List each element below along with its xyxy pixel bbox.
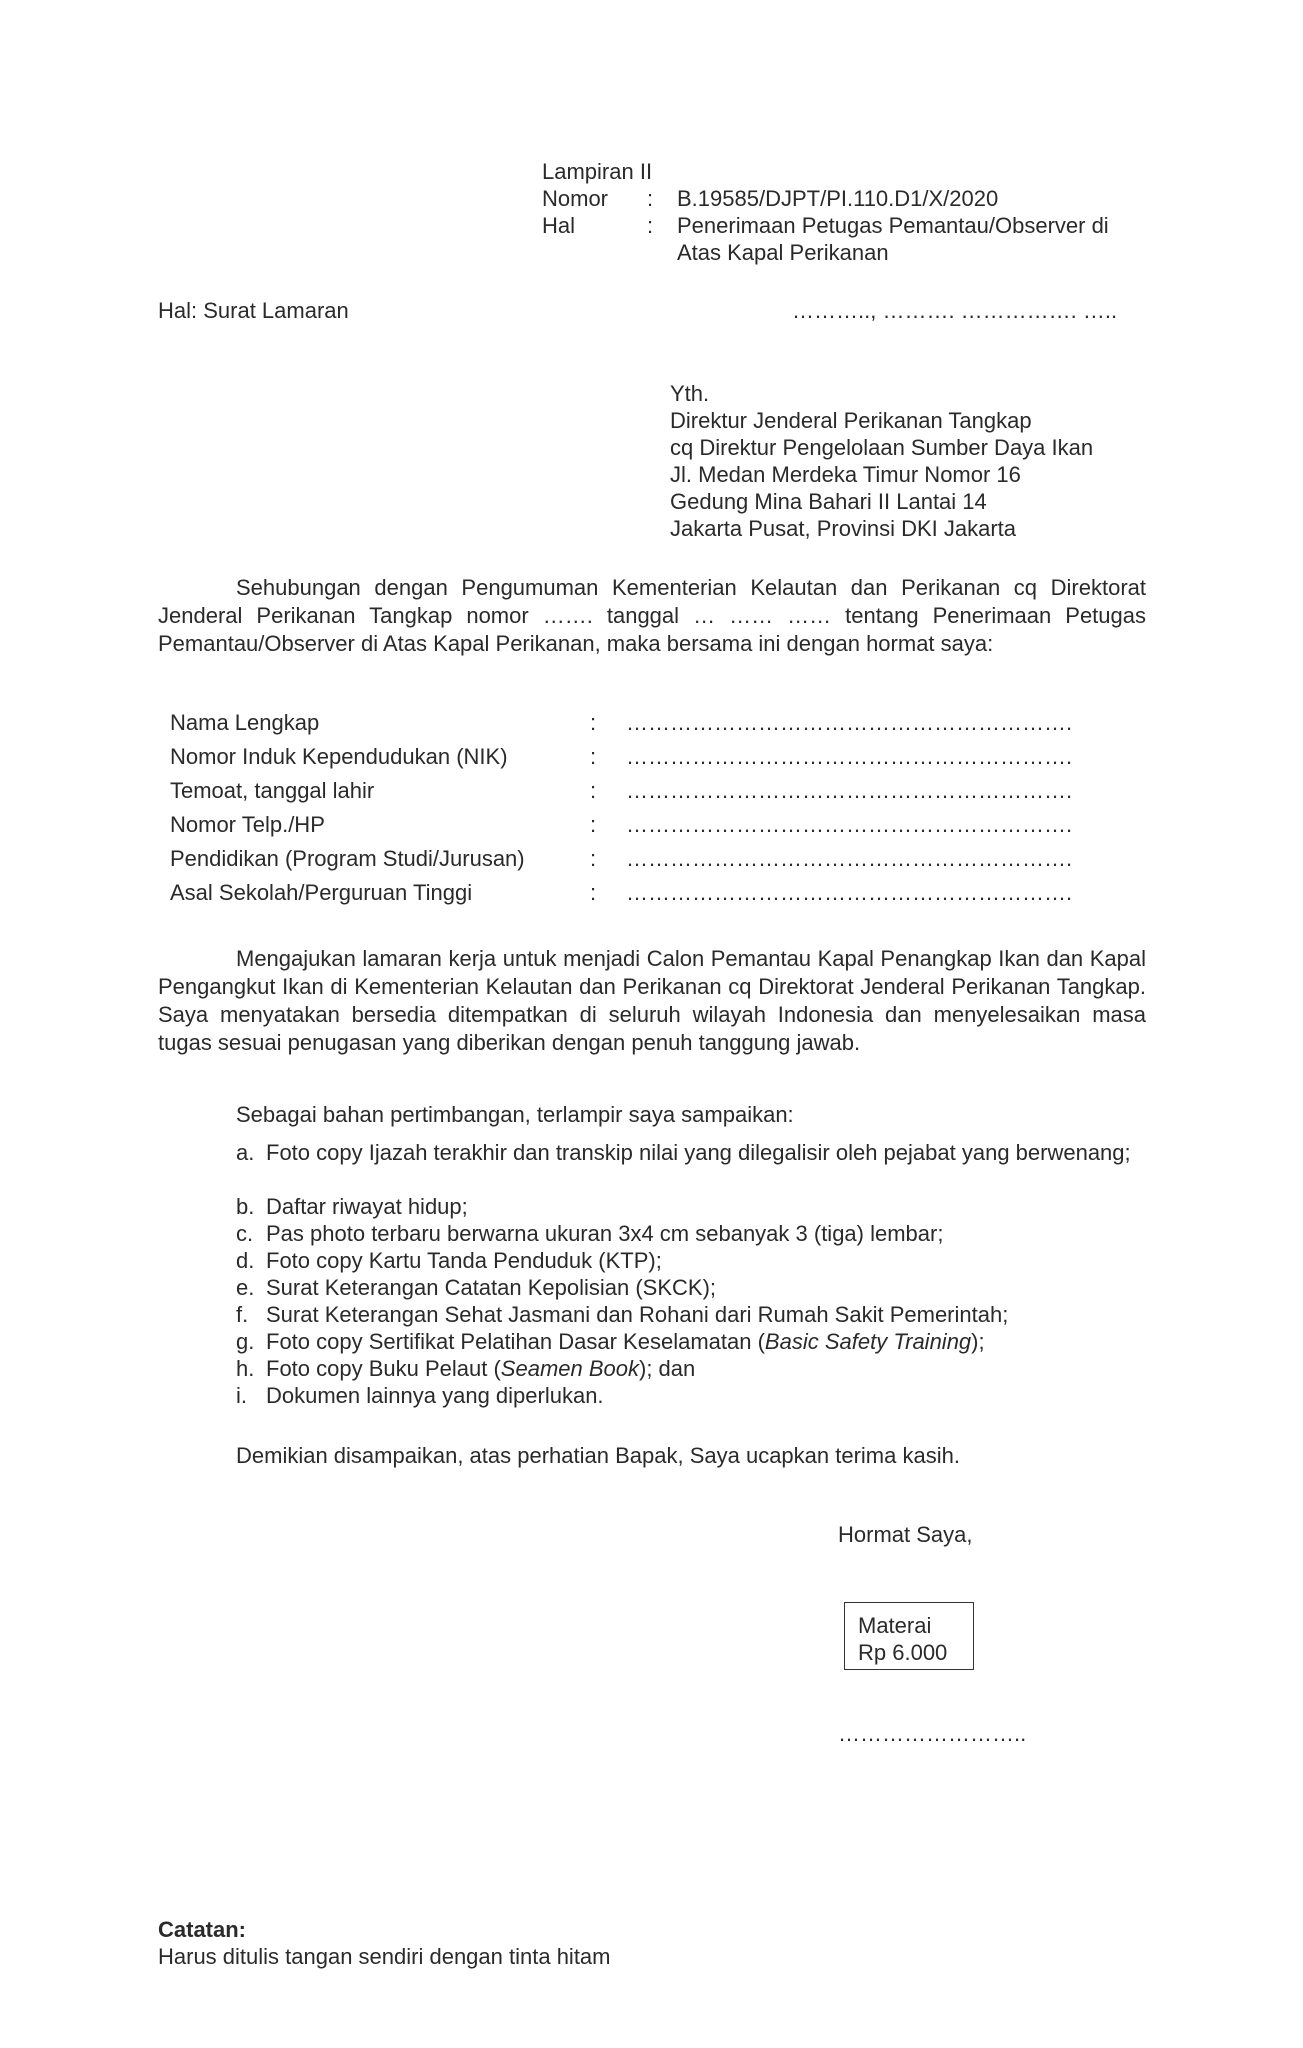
list-item-text-italic: Basic Safety Training bbox=[764, 1329, 972, 1354]
recipient-line: Direktur Jenderal Perikanan Tangkap bbox=[670, 408, 1032, 433]
list-item-text-part: ); bbox=[971, 1329, 985, 1354]
nomor-colon: : bbox=[647, 186, 654, 211]
list-item-text-part: ); dan bbox=[639, 1356, 696, 1381]
hal-colon: : bbox=[647, 213, 654, 238]
list-item-text: Daftar riwayat hidup; bbox=[266, 1194, 468, 1219]
field-row-pendidikan bbox=[170, 845, 1072, 879]
field-row-asal-sekolah bbox=[170, 879, 1072, 913]
list-item-text: Surat Keterangan Catatan Kepolisian (SKCK); bbox=[266, 1275, 717, 1300]
body-paragraph: Mengajukan lamaran kerja untuk menjadi Calon Pemantau Kapal Penangkap Ikan dan Kapal Pengangkut Ikan di Kementerian Kelautan dan Perikanan cq Direktorat Jenderal Perikanan Tangkap. Saya menyatakan bersedia ditempatkan di seluruh wilayah Indonesia dan menyelesaikan masa tugas sesuai penugasan yang diberikan dengan penuh tanggung jawab. bbox=[158, 946, 1146, 1055]
field-value-blank: ……………………………………………………. bbox=[626, 778, 1073, 803]
list-item-letter: h. bbox=[236, 1356, 255, 1381]
list-item-text-part: Foto copy Sertifikat Pelatihan Dasar Keselamatan ( bbox=[266, 1329, 765, 1354]
list-item bbox=[236, 1274, 1148, 1301]
list-item-letter: d. bbox=[236, 1248, 255, 1273]
field-colon: : bbox=[590, 812, 597, 837]
field-value-blank: ……………………………………………………. bbox=[626, 880, 1073, 905]
list-item-text-part: Foto copy Buku Pelaut ( bbox=[266, 1356, 501, 1381]
list-item bbox=[236, 1382, 1148, 1409]
list-item-text: Foto copy Ijazah terakhir dan transkip nilai yang dilegalisir oleh pejabat yang berwenang; bbox=[266, 1140, 1131, 1165]
hal-value-line2: Atas Kapal Perikanan bbox=[677, 240, 889, 265]
recipient-block bbox=[670, 380, 1093, 542]
list-item-text: Dokumen lainnya yang diperlukan. bbox=[266, 1383, 604, 1408]
field-label: Pendidikan (Program Studi/Jurusan) bbox=[170, 846, 525, 871]
field-value-blank: ……………………………………………………. bbox=[626, 812, 1073, 837]
note-title: Catatan: bbox=[158, 1917, 247, 1942]
list-item bbox=[236, 1355, 1148, 1382]
stamp-line: Materai bbox=[858, 1613, 932, 1638]
field-label: Nomor Telp./HP bbox=[170, 812, 325, 837]
attachments-intro: Sebagai bahan pertimbangan, terlampir saya sampaikan: bbox=[236, 1102, 794, 1127]
list-item-text bbox=[266, 1355, 1148, 1382]
closing-text: Demikian disampaikan, atas perhatian Bapak, Saya ucapkan terima kasih. bbox=[236, 1443, 960, 1468]
nomor-row bbox=[542, 185, 1109, 212]
lampiran-label: Lampiran II bbox=[542, 159, 653, 184]
date-placeholder: ……….., ………. ……………. ….. bbox=[792, 298, 1118, 323]
field-row-tempat-lahir bbox=[170, 777, 1072, 811]
recipient-line: Yth. bbox=[670, 381, 710, 406]
field-colon: : bbox=[590, 880, 597, 905]
field-row-nama bbox=[170, 709, 1072, 743]
field-value-blank: ……………………………………………………. bbox=[626, 744, 1073, 769]
field-label: Nomor Induk Kependudukan (NIK) bbox=[170, 744, 508, 769]
list-item-letter: g. bbox=[236, 1329, 255, 1354]
intro-paragraph: Sehubungan dengan Pengumuman Kementerian Kelautan dan Perikanan cq Direktorat Jenderal Perikanan Tangkap nomor ……. tanggal … …… …… tentang Penerimaan Petugas Pemantau/Observer di Atas Kapal Perikanan, maka bersama ini dengan hormat saya: bbox=[158, 575, 1146, 656]
list-item bbox=[236, 1301, 1148, 1328]
attachment-header bbox=[542, 158, 1109, 266]
signature-name-placeholder: …………………….. bbox=[838, 1721, 1027, 1746]
list-item-letter: f. bbox=[236, 1302, 249, 1327]
nomor-key: Nomor bbox=[542, 186, 609, 211]
list-item-text bbox=[266, 1328, 1148, 1355]
list-item-text-italic: Seamen Book bbox=[500, 1356, 639, 1381]
stamp-line: Rp 6.000 bbox=[858, 1640, 948, 1665]
recipient-line: Gedung Mina Bahari II Lantai 14 bbox=[670, 489, 987, 514]
field-value-blank: ……………………………………………………. bbox=[626, 710, 1073, 735]
list-item bbox=[236, 1328, 1148, 1355]
list-item-letter: c. bbox=[236, 1221, 254, 1246]
list-item bbox=[236, 1139, 1148, 1166]
field-value-blank: ……………………………………………………. bbox=[626, 846, 1073, 871]
field-row-telp bbox=[170, 811, 1072, 845]
field-row-nik bbox=[170, 743, 1072, 777]
list-item-text: Surat Keterangan Sehat Jasmani dan Rohani dari Rumah Sakit Pemerintah; bbox=[266, 1302, 1009, 1327]
hal-value bbox=[677, 212, 1109, 266]
field-label: Asal Sekolah/Perguruan Tinggi bbox=[170, 880, 473, 905]
field-label: Nama Lengkap bbox=[170, 710, 320, 735]
list-item-letter: e. bbox=[236, 1275, 255, 1300]
list-item bbox=[236, 1193, 1148, 1220]
list-item bbox=[236, 1220, 1148, 1247]
recipient-line: Jl. Medan Merdeka Timur Nomor 16 bbox=[670, 462, 1021, 487]
subject-line: Hal: Surat Lamaran bbox=[158, 298, 349, 323]
recipient-line: Jakarta Pusat, Provinsi DKI Jakarta bbox=[670, 516, 1017, 541]
hal-key: Hal bbox=[542, 213, 576, 238]
stamp-box bbox=[844, 1602, 974, 1670]
list-item bbox=[236, 1247, 1148, 1274]
note-text: Harus ditulis tangan sendiri dengan tinta hitam bbox=[158, 1944, 611, 1969]
list-item-text: Foto copy Kartu Tanda Penduduk (KTP); bbox=[266, 1248, 662, 1273]
list-item-text: Pas photo terbaru berwarna ukuran 3x4 cm sebanyak 3 (tiga) lembar; bbox=[266, 1221, 944, 1246]
field-label: Temoat, tanggal lahir bbox=[170, 778, 375, 803]
field-colon: : bbox=[590, 710, 597, 735]
field-colon: : bbox=[590, 744, 597, 769]
hal-row bbox=[542, 212, 1109, 266]
field-colon: : bbox=[590, 846, 597, 871]
list-item-letter: b. bbox=[236, 1194, 255, 1219]
hal-value-line1: Penerimaan Petugas Pemantau/Observer di bbox=[677, 213, 1109, 238]
list-item-letter: a. bbox=[236, 1140, 255, 1165]
recipient-line: cq Direktur Pengelolaan Sumber Daya Ikan bbox=[670, 435, 1094, 460]
signature-salutation: Hormat Saya, bbox=[838, 1522, 973, 1547]
field-colon: : bbox=[590, 778, 597, 803]
nomor-value: B.19585/DJPT/PI.110.D1/X/2020 bbox=[677, 186, 999, 211]
list-item-letter: i. bbox=[236, 1383, 247, 1408]
